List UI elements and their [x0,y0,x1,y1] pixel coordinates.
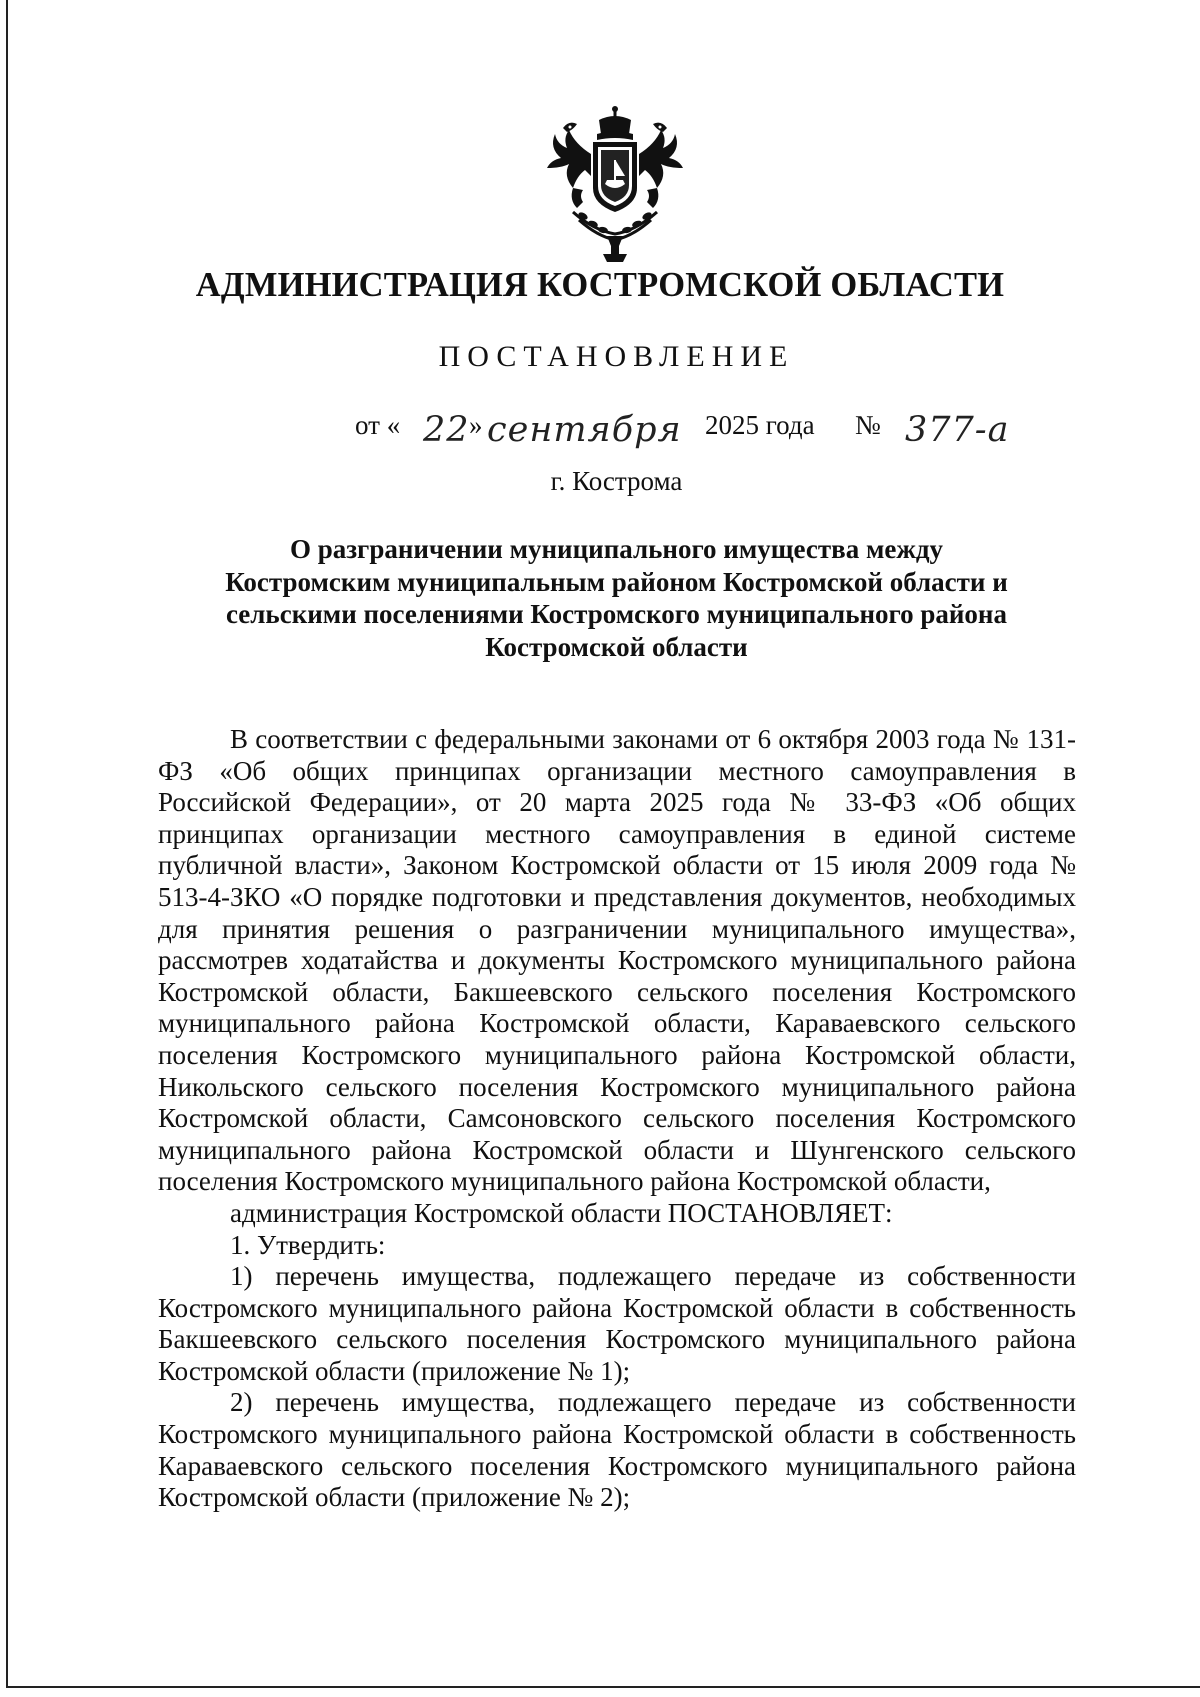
preamble-paragraph: В соответствии с федеральными законами от 6 октября 2003 года № 131-ФЗ «Об общих принципах организации местного самоуправления в Российской Федерации», от 20 марта 2025 года № 33-ФЗ «Об общих принципах организации местного самоуправления в единой системе публичной власти», Законом Костромской области от 15 июля 2009 года № 513-4-ЗКО «О порядке подготовки и представления документов, необходимых для принятия решения о разграничении муниципального имущества», рассмотрев ходатайства и документы Костромского муниципального района Костромской области, Бакшеевского сельского поселения Костромского муниципального района Костромской области, Караваевского сельского поселения Костромского муниципального района Костромской области, Никольского сельского поселения Костромского муниципального района Костромской области, Самсоновского сельского поселения Костромского муниципального района Костромской области и Шунгенского сельского поселения Костромского муниципального района Костромской области, [158,724,1076,1197]
resolves-paragraph: администрация Костромской области ПОСТАНОВЛЯЕТ: [230,1197,893,1228]
document-body [158,724,1076,1514]
number-prefix: № [855,410,881,440]
document-subject [100,533,1133,663]
scan-edge-left [6,0,8,1686]
item-1-paragraph: 1. Утвердить: [230,1229,386,1260]
subject-line: сельскими поселениями Костромского муниципального района [225,599,1007,629]
subitem-1-paragraph: 1) перечень имущества, подлежащего передаче из собственности Костромского муниципального района Костромской области в собственность Бакшеевского сельского поселения Костромского муниципального района Костромской области (приложение № 1); [158,1261,1076,1386]
date-year: 2025 года [705,410,815,440]
organization-title: АДМИНИСТРАЦИЯ КОСТРОМСКОЙ ОБЛАСТИ [195,266,1005,304]
date-prefix: от « [355,410,401,440]
subitem-2-paragraph: 2) перечень имущества, подлежащего передаче из собственности Костромского муниципального района Костромской области в собственность Караваевского сельского поселения Костромского муниципального района Костромской области (приложение № 2); [158,1387,1076,1513]
document-number-handwritten: 377-а [905,410,1010,450]
date-quote-close: » [469,410,483,440]
subject-line: Костромским муниципальным районом Костромской области и [225,566,1008,597]
subject-line: Костромской области [485,631,748,662]
scan-edge-bottom [6,1686,1200,1688]
coat-of-arms-emblem [533,104,698,264]
date-day-handwritten: 22 [423,410,470,450]
city-line: г. Кострома [550,466,683,496]
subject-line: О разграничении муниципального имущества между [289,534,944,564]
document-type: ПОСТАНОВЛЕНИЕ [438,340,795,373]
date-month-handwritten: сентября [487,410,682,450]
date-number-line [355,400,1010,450]
